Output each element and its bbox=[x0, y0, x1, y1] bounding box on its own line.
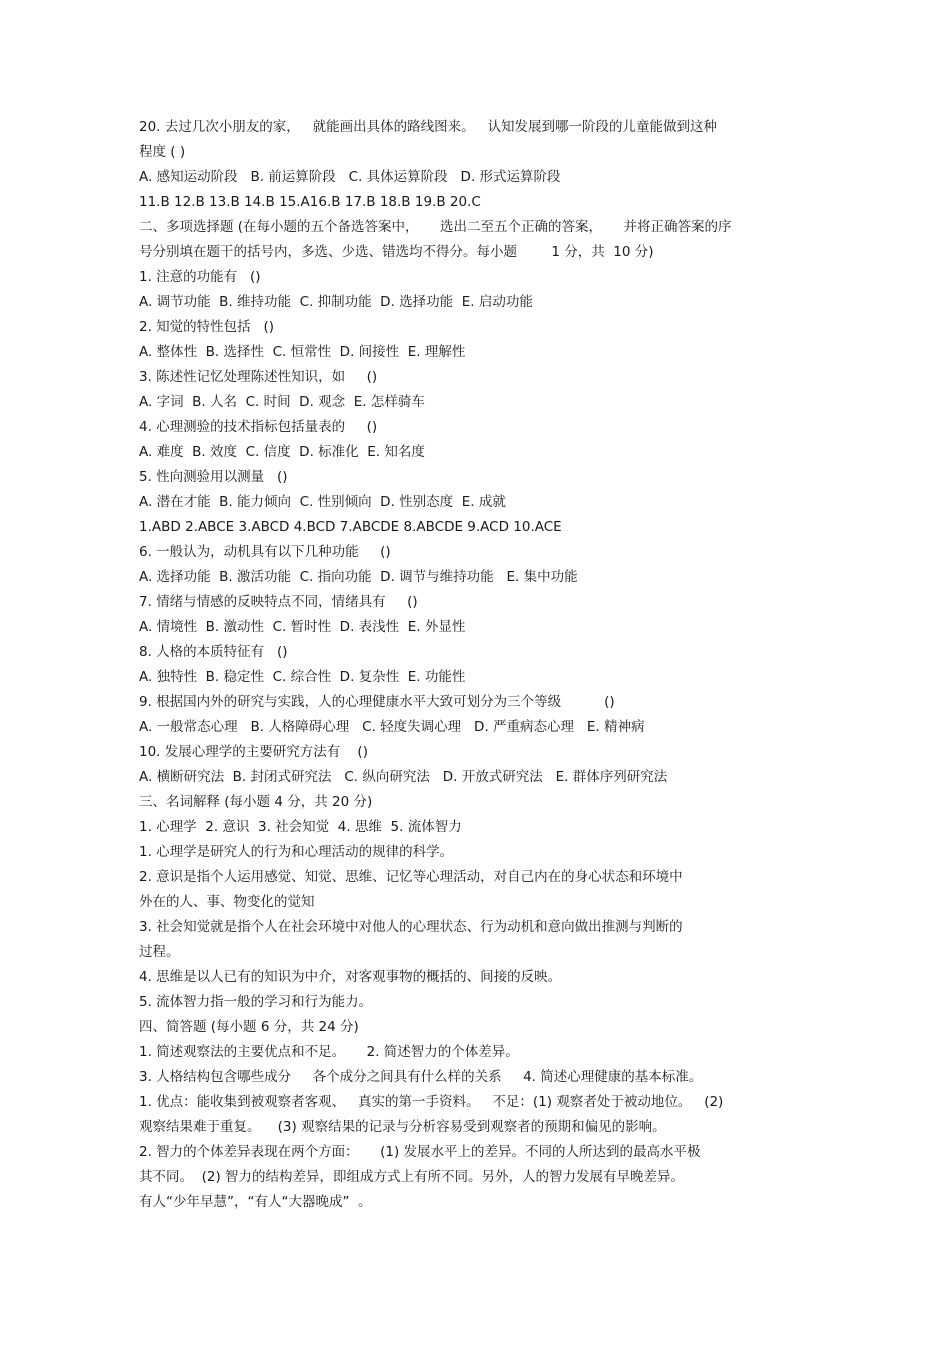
options-line: A. 调节功能 B. 维持功能 C. 抑制功能 D. 选择功能 E. 启动功能 bbox=[139, 294, 533, 310]
answer-key-line: 11.B 12.B 13.B 14.B 15.A16.B 17.B 18.B 19.B 20.C bbox=[139, 194, 481, 210]
text-line: 观察结果难于重复。 (3) 观察结果的记录与分析容易受到观察者的预期和偏见的影响。 bbox=[139, 1119, 666, 1135]
text-line: 有人“少年早慧”，“有人“大器晚成” 。 bbox=[139, 1194, 372, 1210]
question-line: 8. 人格的本质特征有 () bbox=[139, 644, 288, 660]
options-line: A. 独特性 B. 稳定性 C. 综合性 D. 复杂性 E. 功能性 bbox=[139, 669, 466, 685]
question-line: 3. 人格结构包含哪些成分 各个成分之间具有什么样的关系 4. 简述心理健康的基本标准。 bbox=[139, 1069, 703, 1085]
text-line: 2. 智力的个体差异表现在两个方面： (1) 发展水平上的差异。不同的人所达到的最高水平极 bbox=[139, 1144, 701, 1160]
answer-key-line: 1.ABD 2.ABCE 3.ABCD 4.BCD 7.ABCDE 8.ABCDE 9.ACD 10.ACE bbox=[139, 519, 562, 535]
text-line: 3. 社会知觉就是指个人在社会环境中对他人的心理状态、行为动机和意向做出推测与判断的 bbox=[139, 919, 683, 935]
options-line: A. 难度 B. 效度 C. 信度 D. 标准化 E. 知名度 bbox=[139, 444, 425, 460]
question-line: 1. 注意的功能有 () bbox=[139, 269, 261, 285]
question-line: 6. 一般认为，动机具有以下几种功能 () bbox=[139, 544, 391, 560]
text-line: 1. 优点：能收集到被观察者客观、 真实的第一手资料。 不足：(1) 观察者处于被动地位。 (2) bbox=[139, 1094, 724, 1110]
options-line: A. 潜在才能 B. 能力倾向 C. 性别倾向 D. 性别态度 E. 成就 bbox=[139, 494, 506, 510]
text-line: 20. 去过几次小朋友的家， 就能画出具体的路线图来。 认知发展到哪一阶段的儿童能做到这种 bbox=[139, 119, 718, 135]
text-line: 过程。 bbox=[139, 944, 180, 960]
question-line: 9. 根据国内外的研究与实践，人的心理健康水平大致可划分为三个等级 () bbox=[139, 694, 615, 710]
text-line: 5. 流体智力指一般的学习和行为能力。 bbox=[139, 994, 373, 1010]
section-heading: 三、名词解释 (每小题 4 分，共 20 分) bbox=[139, 794, 373, 810]
text-line: 2. 意识是指个人运用感觉、知觉、思维、记忆等心理活动，对自己内在的身心状态和环境中 bbox=[139, 869, 683, 885]
text-line: 1. 心理学是研究人的行为和心理活动的规律的科学。 bbox=[139, 844, 454, 860]
options-line: A. 横断研究法 B. 封闭式研究法 C. 纵向研究法 D. 开放式研究法 E. 群体序列研究法 bbox=[139, 769, 668, 785]
options-line: A. 情境性 B. 激动性 C. 暂时性 D. 表浅性 E. 外显性 bbox=[139, 619, 466, 635]
question-line: 1. 简述观察法的主要优点和不足。 2. 简述智力的个体差异。 bbox=[139, 1044, 519, 1060]
options-line: A. 字词 B. 人名 C. 时间 D. 观念 E. 怎样骑车 bbox=[139, 394, 425, 410]
question-line: 1. 心理学 2. 意识 3. 社会知觉 4. 思维 5. 流体智力 bbox=[139, 819, 462, 835]
options-line: A. 整体性 B. 选择性 C. 恒常性 D. 间接性 E. 理解性 bbox=[139, 344, 466, 360]
question-line: 5. 性向测验用以测量 () bbox=[139, 469, 288, 485]
text-line: 外在的人、事、物变化的觉知 bbox=[139, 894, 315, 910]
options-line: A. 选择功能 B. 激活功能 C. 指向功能 D. 调节与维持功能 E. 集中功能 bbox=[139, 569, 578, 585]
section-heading: 二、多项选择题 (在每小题的五个备选答案中， 选出二至五个正确的答案， 并将正确答案的序 bbox=[139, 219, 732, 235]
options-line: A. 一般常态心理 B. 人格障碍心理 C. 轻度失调心理 D. 严重病态心理 E. 精神病 bbox=[139, 719, 645, 735]
text-line: 程度 ( ) bbox=[139, 144, 186, 160]
text-line: 号分别填在题干的括号内，多选、少选、错选均不得分。每小题 1 分，共 10 分) bbox=[139, 244, 654, 260]
question-line: 3. 陈述性记忆处理陈述性知识，如 () bbox=[139, 369, 378, 385]
document-page bbox=[139, 115, 819, 1215]
question-line: 4. 心理测验的技术指标包括量表的 () bbox=[139, 419, 378, 435]
question-line: 10. 发展心理学的主要研究方法有 () bbox=[139, 744, 368, 760]
section-heading: 四、简答题 (每小题 6 分，共 24 分) bbox=[139, 1019, 359, 1035]
text-line: 其不同。 (2) 智力的结构差异，即组成方式上有所不同。另外，人的智力发展有早晚差异。 bbox=[139, 1169, 684, 1185]
text-line: A. 感知运动阶段 B. 前运算阶段 C. 具体运算阶段 D. 形式运算阶段 bbox=[139, 169, 561, 185]
text-line: 4. 思维是以人已有的知识为中介，对客观事物的概括的、间接的反映。 bbox=[139, 969, 562, 985]
question-line: 7. 情绪与情感的反映特点不同，情绪具有 () bbox=[139, 594, 418, 610]
question-line: 2. 知觉的特性包括 () bbox=[139, 319, 275, 335]
